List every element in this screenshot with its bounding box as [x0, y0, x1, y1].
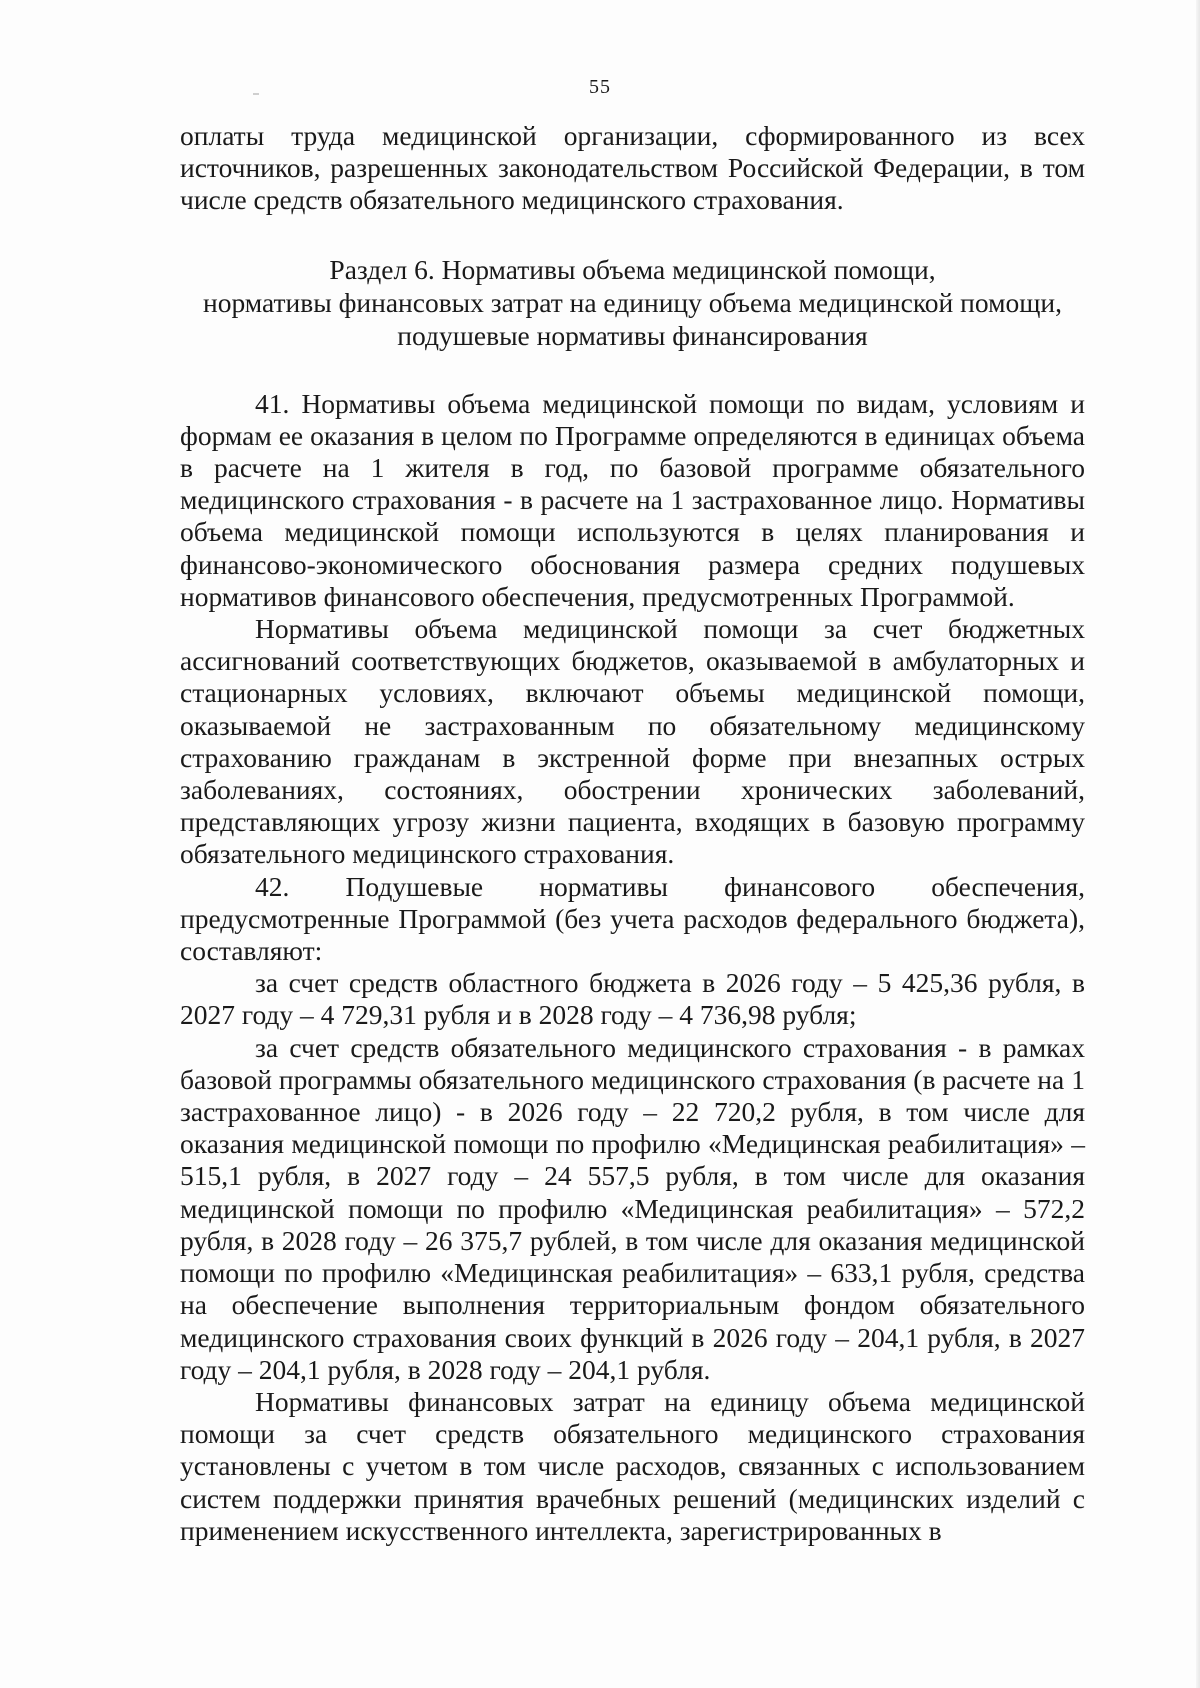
- scan-edge: [1196, 0, 1200, 1688]
- paragraph-item-41: 41. Нормативы объема медицинской помощи по видам, условиям и формам ее оказания в целом по Программе определяются в единицах объема в расчете на 1 жителя в год, по базовой программе обязательного медицинского страхования - в расчете на 1 застрахованное лицо. Нормативы объема медицинской помощи используются в целях планирования и финансово-экономического обоснования размера средних подушевых нормативов финансового обеспечения, предусмотренных Программой.: [180, 387, 1085, 612]
- section-heading-line-2: нормативы финансовых затрат на единицу объема медицинской помощи,: [202, 286, 1063, 318]
- paragraph-financial-cost-norms: Нормативы финансовых затрат на единицу объема медицинской помощи за счет средств обязательного медицинского страхования установлены с учетом в том числе расходов, связанных с использованием систем поддержки принятия врачебных решений (медицинских изделий с применением искусственного интеллекта, зарегистрированных в: [180, 1385, 1085, 1546]
- section-heading-line-3: подушевые нормативы финансирования: [397, 319, 868, 351]
- section-heading-line-1: Раздел 6. Нормативы объема медицинской помощи,: [329, 253, 936, 285]
- paragraph-budget-volume-norms: Нормативы объема медицинской помощи за счет бюджетных ассигнований соответствующих бюджетов, оказываемой в амбулаторных и стационарных условиях, включают объемы медицинской помощи, оказываемой не застрахованным по обязательному медицинскому страхованию гражданам в экстренной форме при внезапных острых заболеваниях, состояниях, обострении хронических заболеваний, представляющих угрозу жизни пациента, входящих в базовую программу обязательного медицинского страхования.: [180, 613, 1085, 870]
- document-body: [180, 120, 1085, 1547]
- page-number: 55: [589, 76, 611, 98]
- paragraph-item-42: 42. Подушевые нормативы финансового обеспечения, предусмотренные Программой (без учета расходов федерального бюджета), составляют:: [180, 870, 1085, 967]
- paragraph-continuation: оплаты труда медицинской организации, сформированного из всех источников, разрешенных законодательством Российской Федерации, в том числе средств обязательного медицинского страхования.: [180, 120, 1085, 216]
- paragraph-regional-budget: за счет средств областного бюджета в 2026 году – 5 425,36 рубля, в 2027 году – 4 729,31 рубля и в 2028 году – 4 736,98 рубля;: [180, 967, 1085, 1031]
- paragraph-oms-funds: за счет средств обязательного медицинского страхования - в рамках базовой программы обязательного медицинского страхования (в расчете на 1 застрахованное лицо) - в 2026 году – 22 720,2 рубля, в том числе для оказания медицинской помощи по профилю «Медицинская реабилитация» – 515,1 рубля, в 2027 году – 24 557,5 рубля, в том числе для оказания медицинской помощи по профилю «Медицинская реабилитация» – 572,2 рубля, в 2028 году – 26 375,7 рублей, в том числе для оказания медицинской помощи по профилю «Медицинская реабилитация» – 633,1 рубля, средства на обеспечение выполнения территориальным фондом обязательного медицинского страхования своих функций в 2026 году – 204,1 рубля, в 2027 году – 204,1 рубля, в 2028 году – 204,1 рубля.: [180, 1031, 1085, 1385]
- section-heading: [180, 253, 1085, 352]
